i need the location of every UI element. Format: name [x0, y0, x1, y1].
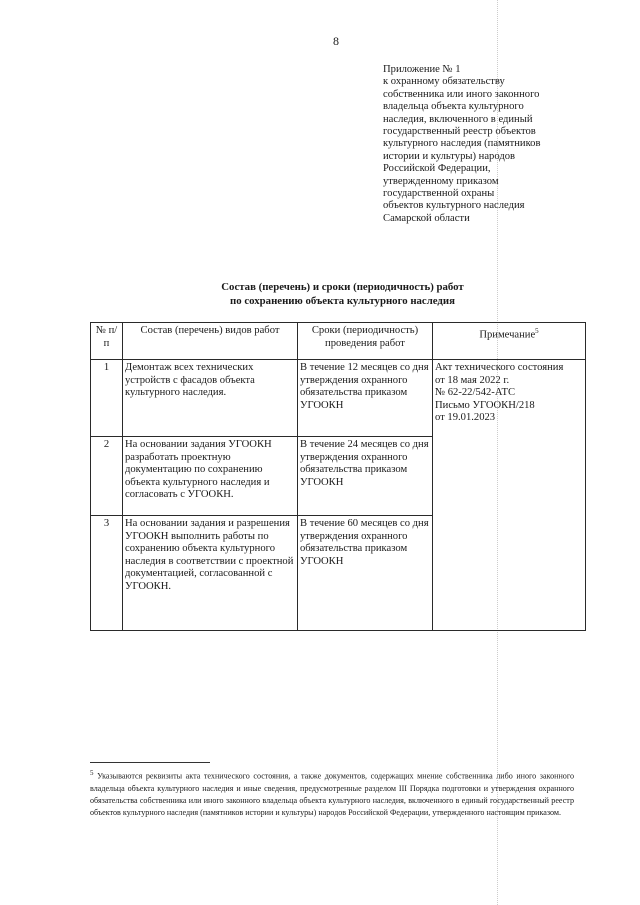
appendix-line: истории и культуры) народов — [383, 150, 516, 162]
appendix-header — [383, 64, 598, 225]
row-work: На основании задания и разрешения УГООКН выполнить работы по сохранению объекта культурного наследия в соответствии с проектной документацией, согласованной с УГООКН. — [123, 516, 298, 631]
note-line: Письмо УГООКН/218 — [435, 399, 535, 411]
appendix-line: Самарской области — [383, 212, 470, 224]
row-num: 3 — [91, 516, 123, 631]
note-line: № 62-22/542-АТС — [435, 387, 516, 399]
table-header-row — [91, 323, 586, 360]
footnote-mark: 5 — [90, 769, 94, 777]
row-term: В течение 12 месяцев со дня утверждения охранного обязательства приказом УГООКН — [298, 360, 433, 437]
appendix-line: государственной охраны — [383, 188, 495, 200]
header-work: Состав (перечень) видов работ — [123, 323, 298, 360]
appendix-line: Приложение № 1 — [383, 64, 461, 75]
appendix-line: Российской Федерации, — [383, 163, 491, 175]
row-num: 1 — [91, 360, 123, 437]
row-work: На основании задания УГООКН разработать проектную документацию по сохранению объекта культурного наследия и согласовать с УГООКН. — [123, 437, 298, 516]
footnote — [90, 767, 574, 819]
works-table — [90, 322, 586, 631]
appendix-line: утвержденному приказом — [383, 175, 499, 187]
page-number: 8 — [333, 34, 339, 48]
header-num: № п/п — [91, 323, 123, 360]
appendix-line: собственника или иного законного — [383, 88, 540, 100]
appendix-line: к охранному обязательству — [383, 76, 505, 88]
title-line-2: по сохранению объекта культурного наследия — [230, 295, 455, 307]
document-title — [175, 280, 510, 308]
note-line: от 19.01.2023 — [435, 412, 496, 424]
row-num: 2 — [91, 437, 123, 516]
appendix-line: владельца объекта культурного — [383, 101, 524, 113]
appendix-line: культурного наследия (памятников — [383, 138, 541, 150]
appendix-line: объектов культурного наследия — [383, 200, 525, 212]
note-line: от 18 мая 2022 г. — [435, 374, 510, 386]
appendix-line: наследия, включенного в единый — [383, 113, 533, 125]
header-note-label: Примечание — [479, 329, 536, 341]
note-line: Акт технического состояния — [435, 362, 564, 373]
row-note — [433, 360, 586, 631]
footnote-text: Указываются реквизиты акта технического состояния, а также документов, содержащих мнение собственника либо иного законного владельца объекта культурного наследия и иные сведения, предусмотренные разделом III Порядка подготовки и утверждения охранного обязательства собственника или иного законного владельца объекта культурного наследия, включенного в единый государственный реестр объектов культурного наследия (памятников истории и культуры) народов Российской Федерации, утвержденного настоящим приказом. — [90, 771, 574, 817]
table-row — [91, 360, 586, 437]
row-work: Демонтаж всех технических устройств с фасадов объекта культурного наследия. — [123, 360, 298, 437]
footnote-ref: 5 — [535, 327, 539, 335]
header-term: Сроки (периодичность) проведения работ — [298, 323, 433, 360]
title-line-1: Состав (перечень) и сроки (периодичность) работ — [221, 281, 464, 293]
header-note — [433, 323, 586, 360]
row-term: В течение 60 месяцев со дня утверждения охранного обязательства приказом УГООКН — [298, 516, 433, 631]
footnote-divider — [90, 762, 210, 763]
appendix-line: государственный реестр объектов — [383, 126, 536, 138]
row-term: В течение 24 месяцев со дня утверждения охранного обязательства приказом УГООКН — [298, 437, 433, 516]
